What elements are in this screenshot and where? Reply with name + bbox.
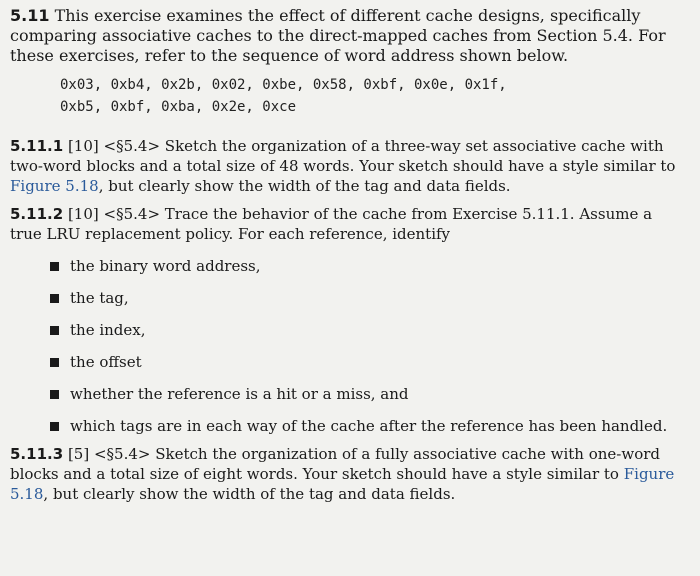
list-item: the index, xyxy=(50,314,686,346)
bullet-square-icon xyxy=(50,294,59,303)
exercise-intro-text: This exercise examines the effect of different cache designs, specifically comparing associative caches to the direct-mapped caches from Section 5.4. For these exercises, refer to the sequence of word address shown below. xyxy=(10,6,666,65)
bullet-square-icon xyxy=(50,326,59,335)
question-5-11-1 xyxy=(10,136,686,196)
question-points: [10] xyxy=(67,137,99,155)
question-number: 5.11.3 xyxy=(10,445,64,463)
bullet-square-icon xyxy=(50,262,59,271)
bullet-square-icon xyxy=(50,390,59,399)
bullet-square-icon xyxy=(50,422,59,431)
question-text-end: , but clearly show the width of the tag and data fields. xyxy=(43,485,456,503)
question-points: [5] xyxy=(67,445,90,463)
question-text: Sketch the organization of a three-way set associative cache with two-word blocks and a total size of 48 words. Your sketch should have a style similar to xyxy=(10,137,676,175)
list-item: the offset xyxy=(50,346,686,378)
question-section: <§5.4> xyxy=(93,445,151,463)
exercise-number: 5.11 xyxy=(10,6,50,25)
address-line-2: 0xb5, 0xbf, 0xba, 0x2e, 0xce xyxy=(60,99,297,115)
question-text-end: , but clearly show the width of the tag and data fields. xyxy=(98,177,511,195)
list-item: the binary word address, xyxy=(50,250,686,282)
figure-link[interactable]: Figure 5.18 xyxy=(10,465,675,503)
question-points: [10] xyxy=(67,205,99,223)
list-item: whether the reference is a hit or a miss, and xyxy=(50,378,686,410)
question-5-11-3 xyxy=(10,444,686,504)
address-sequence xyxy=(60,74,686,118)
question-text: Sketch the organization of a fully associative cache with one-word blocks and a total size of eight words. Your sketch should have a style similar to xyxy=(10,445,661,483)
bullet-square-icon xyxy=(50,358,59,367)
list-item: the tag, xyxy=(50,282,686,314)
question-text: Trace the behavior of the cache from Exercise 5.11.1. Assume a true LRU replacement policy. For each reference, identify xyxy=(10,205,653,243)
question-number: 5.11.1 xyxy=(10,137,64,155)
list-item: which tags are in each way of the cache after the reference has been handled. xyxy=(50,410,686,442)
question-number: 5.11.2 xyxy=(10,205,64,223)
exercise-intro xyxy=(10,6,686,66)
address-line-1: 0x03, 0xb4, 0x2b, 0x02, 0xbe, 0x58, 0xbf, 0x0e, 0x1f, xyxy=(60,77,507,93)
identify-list xyxy=(10,250,686,442)
question-section: <§5.4> xyxy=(103,205,161,223)
question-section: <§5.4> xyxy=(103,137,161,155)
question-5-11-2 xyxy=(10,204,686,244)
figure-link[interactable]: Figure 5.18 xyxy=(10,177,99,195)
